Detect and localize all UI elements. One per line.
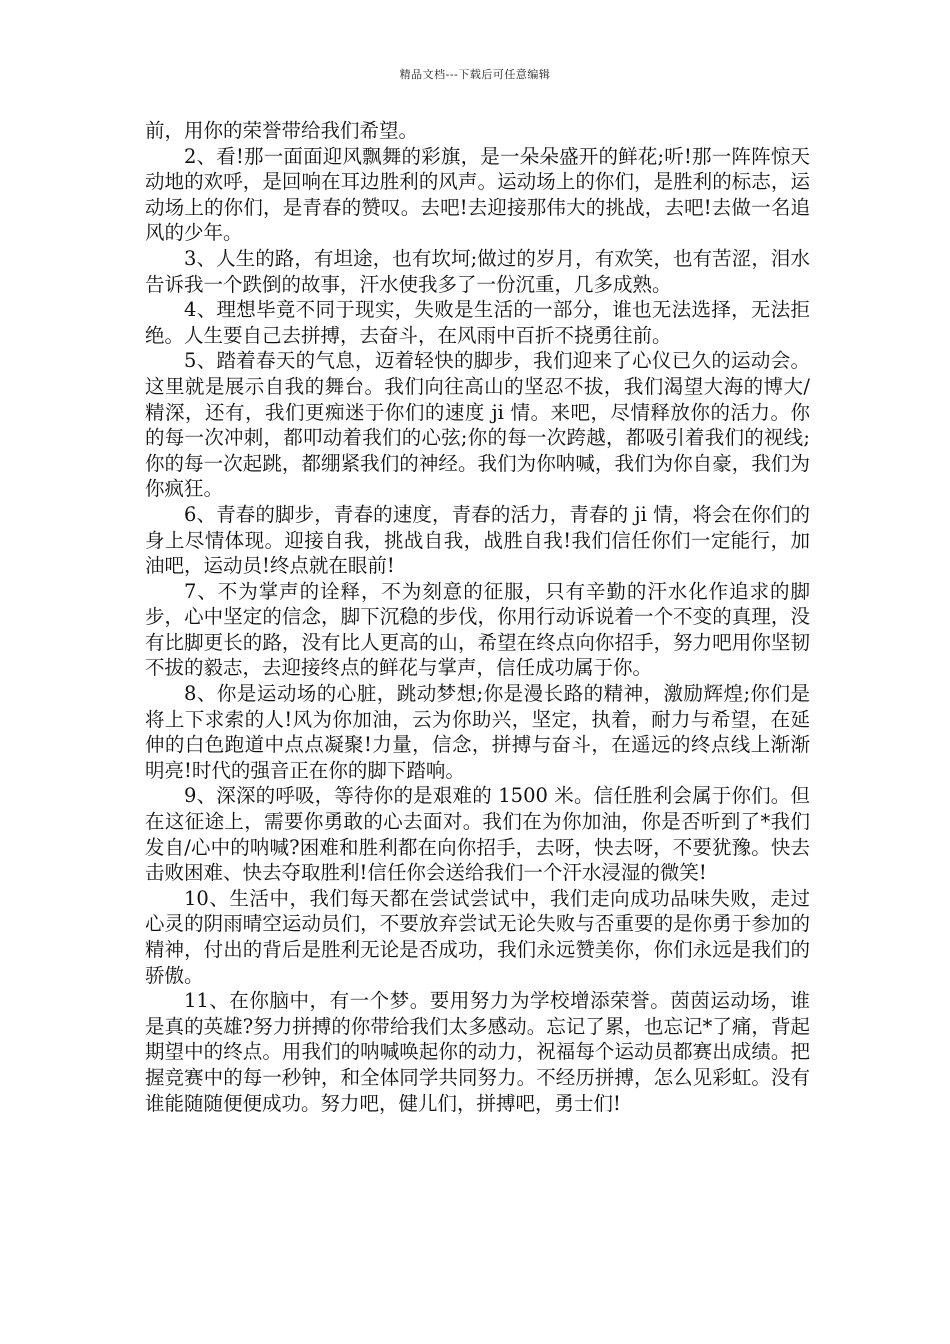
paragraph-2: 2、看!那一面面迎风飘舞的彩旗，是一朵朵盛开的鲜花;听!那一阵阵惊天动地的欢呼，是回响在耳边胜利的风声。运动场上的你们，是胜利的标志，运动场上的你们，是青春的赞叹。去吧!去迎接那伟大的挑战，去吧!去做一名追风的少年。 xyxy=(145,144,810,245)
paragraph-11: 11、在你脑中，有一个梦。要用努力为学校增添荣誉。茵茵运动场，谁是真的英雄?努力拼搏的你带给我们太多感动。忘记了累，也忘记*了痛，背起期望中的终点。用我们的呐喊唤起你的动力，祝福每个运动员都赛出成绩。把握竞赛中的每一秒钟，和全体同学共同努力。不经历拼搏，怎么见彩虹。没有谁能随随便便成功。努力吧，健儿们，拼搏吧，勇士们! xyxy=(145,989,810,1115)
paragraph-8: 8、你是运动场的心脏，跳动梦想;你是漫长路的精神，激励辉煌;你们是将上下求索的人!风为你加油，云为你助兴，坚定，执着，耐力与希望，在延伸的白色跑道中点点凝聚!力量，信念，拼搏与奋斗，在遥远的终点线上渐渐明亮!时代的强音正在你的脚下踏响。 xyxy=(145,682,810,782)
paragraph-7: 7、不为掌声的诠释，不为刻意的征服，只有辛勤的汗水化作追求的脚步，心中坚定的信念，脚下沉稳的步伐，你用行动诉说着一个不变的真理，没有比脚更长的路，没有比人更高的山，希望在终点向你招手，努力吧用你坚韧不拔的毅志，去迎接终点的鲜花与掌声，信任成功属于你。 xyxy=(145,579,810,680)
paragraph-continuation: 前，用你的荣誉带给我们希望。 xyxy=(145,119,419,142)
paragraph-6: 6、青春的脚步，青春的速度，青春的活力，青春的 ji 情，将会在你们的身上尽情体现。迎接自我，挑战自我，战胜自我!我们信任你们一定能行，加油吧，运动员!终点就在眼前! xyxy=(145,502,810,578)
document-body xyxy=(145,118,810,1116)
paragraph-10: 10、生活中，我们每天都在尝试尝试中，我们走向成功品味失败，走过心灵的阴雨晴空运动员们，不要放弃尝试无论失败与否重要的是你勇于参加的精神，付出的背后是胜利无论是否成功，我们永远赞美你，你们永远是我们的骄傲。 xyxy=(145,886,810,987)
paragraph-5: 5、踏着春天的气息，迈着轻快的脚步，我们迎来了心仪已久的运动会。这里就是展示自我的舞台。我们向往高山的坚忍不拔，我们渴望大海的博大/精深，还有，我们更痴迷于你们的速度 ji 情。来吧，尽情释放你的活力。你的每一次冲刺，都叩动着我们的心弦;你的每一次跨越，都吸引着我们的视线;你的每一次起跳，都绷紧我们的神经。我们为你呐喊，我们为你自豪，我们为你疯狂。 xyxy=(145,349,810,501)
page-header: 精品文档---下载后可任意编辑 xyxy=(399,68,551,81)
paragraph-9: 9、深深的呼吸，等待你的是艰难的 1500 米。信任胜利会属于你们。但在这征途上，需要你勇敢的心去面对。我们在为你加油，你是否听到了*我们发自/心中的呐喊?困难和胜利都在向你招手，去呀，快去呀，不要犹豫。快去击败困难、快去夺取胜利!信任你会送给我们一个汗水浸湿的微笑! xyxy=(145,784,810,885)
paragraph-3: 3、人生的路，有坦途，也有坎坷;做过的岁月，有欢笑，也有苦涩，泪水告诉我一个跌倒的故事，汗水使我多了一份沉重，几多成熟。 xyxy=(145,246,810,296)
paragraph-4: 4、理想毕竟不同于现实，失败是生活的一部分，谁也无法选择，无法拒绝。人生要自己去拼搏，去奋斗，在风雨中百折不挠勇往前。 xyxy=(145,298,810,347)
